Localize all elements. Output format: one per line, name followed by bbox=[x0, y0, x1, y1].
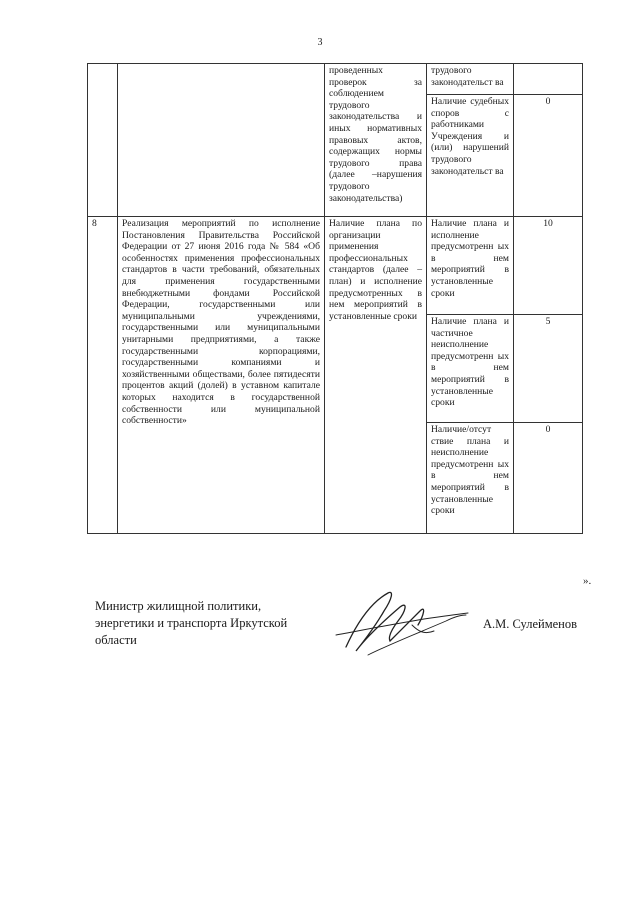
points-cell bbox=[514, 64, 583, 95]
points-cell: 0 bbox=[514, 423, 583, 534]
measure-name-cell bbox=[118, 64, 325, 217]
measure-name-cell: Реализация мероприятий по исполнение Постановления Правительства Российской Федерации от 27 июня 2016 года № 584 «Об особенностях применения профессиональных стандартов в части требований, обязательных для применения государственными внебюджетными фондами Российской Федерации, государственными или муниципальными учреждениями, государственными или муниципальными унитарными предприятиями, а также государственными корпорациями, государственными компаниями и хозяйственными обществами, более пятидесяти процентов акций (долей) в уставном капитале которых находится в государственной собственности или муниципальной собственности» bbox=[118, 217, 325, 534]
page-number: 3 bbox=[317, 37, 323, 48]
points-cell: 10 bbox=[514, 217, 583, 315]
criterion-cell: проведенных проверок за соблюдением трудового законодательства и иных нормативных правовых актов, содержащих нормы трудового права (далее –нарушения трудового законодательства) bbox=[325, 64, 427, 217]
table-row bbox=[88, 64, 583, 95]
criteria-table bbox=[87, 63, 583, 534]
indicator-cell: трудового законодательст ва bbox=[427, 64, 514, 95]
closing-quote-mark: ». bbox=[583, 575, 592, 587]
indicator-cell: Наличие/отсут ствие плана и неисполнение предусмотренн ых в нем мероприятий в установленные сроки bbox=[427, 423, 514, 534]
position-line: энергетики и транспорта Иркутской bbox=[95, 616, 288, 630]
handwritten-signature bbox=[328, 585, 478, 665]
signatory-position bbox=[95, 598, 325, 649]
row-number-cell: 8 bbox=[88, 217, 118, 534]
points-cell: 0 bbox=[514, 95, 583, 217]
points-cell: 5 bbox=[514, 315, 583, 423]
indicator-cell: Наличие плана и исполнение предусмотренн ых в нем мероприятий в установленные сроки bbox=[427, 217, 514, 315]
indicator-cell: Наличие плана и частичное неисполнение предусмотренн ых в нем мероприятий в установленные сроки bbox=[427, 315, 514, 423]
criterion-cell: Наличие плана по организации применения профессиональных стандартов (далее – план) и исполнение предусмотренных в нем мероприятий в установленные сроки bbox=[325, 217, 427, 534]
position-line: Министр жилищной политики, bbox=[95, 599, 262, 613]
indicator-cell: Наличие судебных споров с работниками Учреждения и (или) нарушений трудового законодательст ва bbox=[427, 95, 514, 217]
signer-name: А.М. Сулейменов bbox=[483, 617, 578, 631]
row-number-cell bbox=[88, 64, 118, 217]
table-row bbox=[88, 217, 583, 315]
position-line: области bbox=[95, 633, 137, 647]
